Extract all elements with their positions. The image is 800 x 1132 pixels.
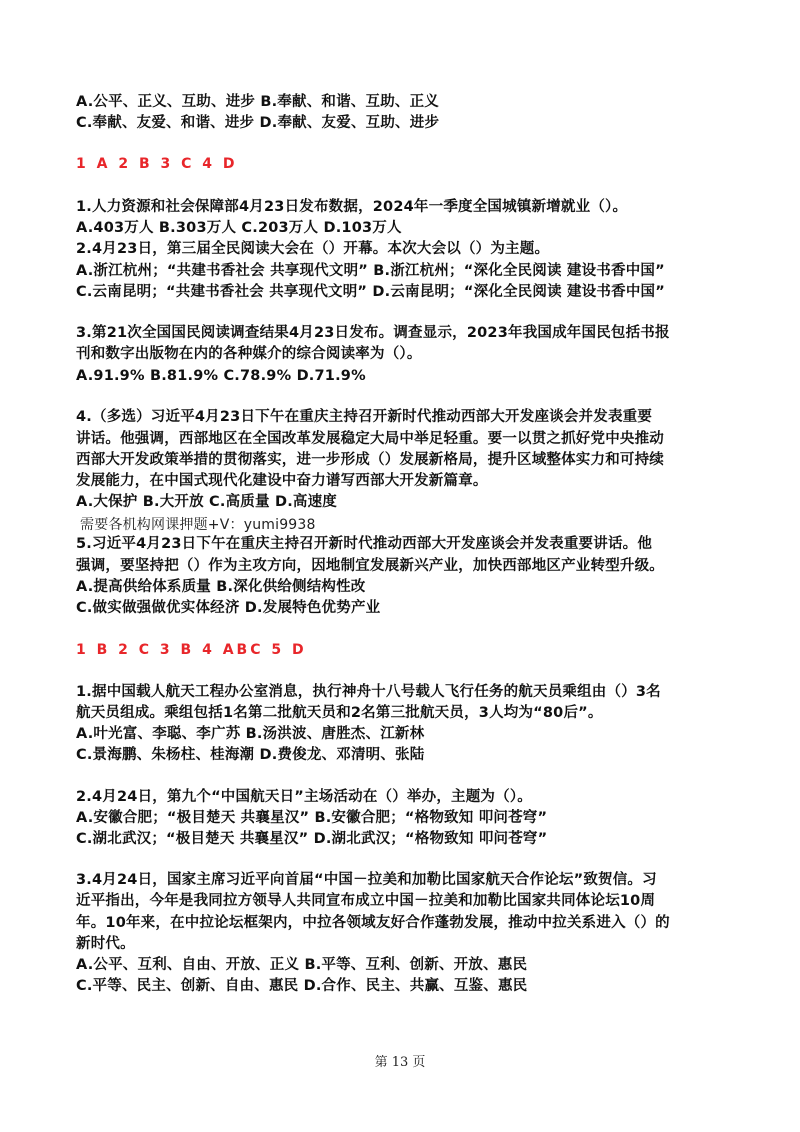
option-line: A.浙江杭州；“共建书香社会 共享现代文明” B.浙江杭州；“深化全民阅读 建设书香中国” <box>76 263 665 279</box>
option-line: C.做实做强做优实体经济 D.发展特色优势产业 <box>76 600 381 616</box>
watermark-text: 需要各机构网课押题+V：yumi9938 <box>80 517 316 533</box>
question-text: 2.4月24日，第九个“中国航天日”主场活动在（）举办，主题为（）。 <box>76 789 532 805</box>
question-text: 1.据中国载人航天工程办公室消息，执行神舟十八号载人飞行任务的航天员乘组由（）3名 <box>76 684 661 700</box>
question-text: 西部大开发政策举措的贯彻落实，进一步形成（）发展新格局，提升区域整体实力和可持续 <box>76 452 664 468</box>
question-text: 近平指出，今年是我同拉方领导人共同宣布成立中国－拉美和加勒比国家共同体论坛10周 <box>76 893 656 909</box>
option-line: C.湖北武汉；“极目楚天 共襄星汉” D.湖北武汉；“格物致知 叩问苍穹” <box>76 831 548 847</box>
question-text: 3.第21次全国国民阅读调查结果4月23日发布。调查显示，2023年我国成年国民包括书报 <box>76 325 670 341</box>
option-line: A.提高供给体系质量 B.深化供给侧结构性改 <box>76 579 366 595</box>
option-line: C.云南昆明；“共建书香社会 共享现代文明” D.云南昆明；“深化全民阅读 建设书香中国” <box>76 284 665 300</box>
question-text: 发展能力，在中国式现代化建设中奋力谱写西部大开发新篇章。 <box>76 473 488 489</box>
option-line: C.景海鹏、朱杨柱、桂海潮 D.费俊龙、邓清明、张陆 <box>76 747 425 763</box>
question-text: 2.4月23日，第三届全民阅读大会在（）开幕。本次大会以（）为主题。 <box>76 241 550 257</box>
question-text: 讲话。他强调，西部地区在全国改革发展稳定大局中举足轻重。要一以贯之抓好党中央推动 <box>76 431 664 447</box>
question-text: 5.习近平4月23日下午在重庆主持召开新时代推动西部大开发座谈会并发表重要讲话。他 <box>76 536 653 552</box>
option-line: A.叶光富、李聪、李广苏 B.汤洪波、唐胜杰、江新林 <box>76 726 425 742</box>
question-text: 年。10年来，在中拉论坛框架内，中拉各领域友好合作蓬勃发展，推动中拉关系进入（）的 <box>76 915 670 931</box>
question-text: 新时代。 <box>76 936 135 952</box>
option-line: A.安徽合肥；“极目楚天 共襄星汉” B.安徽合肥；“格物致知 叩问苍穹” <box>76 810 548 826</box>
question-text: 强调，要坚持把（）作为主攻方向，因地制宜发展新兴产业，加快西部地区产业转型升级。 <box>76 558 664 574</box>
question-text: 3.4月24日，国家主席习近平向首届“中国－拉美和加勒比国家航天合作论坛”致贺信。习 <box>76 872 657 888</box>
option-line: A.91.9% B.81.9% C.78.9% D.71.9% <box>76 368 366 384</box>
option-line: A.403万人 B.303万人 C.203万人 D.103万人 <box>76 220 402 236</box>
option-line: C.奉献、友爱、和谐、进步 D.奉献、友爱、互助、进步 <box>76 115 440 131</box>
answer-key: 1 B 2 C 3 B 4 ABC 5 D <box>76 642 307 658</box>
option-line: C.平等、民主、创新、自由、惠民 D.合作、民主、共赢、互鉴、惠民 <box>76 978 528 994</box>
question-text: 1.人力资源和社会保障部4月23日发布数据，2024年一季度全国城镇新增就业（）。 <box>76 199 628 215</box>
question-text: 航天员组成。乘组包括1名第二批航天员和2名第三批航天员，3人均为“80后”。 <box>76 705 603 721</box>
answer-key: 1 A 2 B 3 C 4 D <box>76 156 238 172</box>
page-number: 第 13 页 <box>374 1055 426 1070</box>
question-text: 4.（多选）习近平4月23日下午在重庆主持召开新时代推动西部大开发座谈会并发表重要 <box>76 409 653 425</box>
option-line: A.大保护 B.大开放 C.高质量 D.高速度 <box>76 494 337 510</box>
option-line: A.公平、互利、自由、开放、正义 B.平等、互利、创新、开放、惠民 <box>76 957 528 973</box>
question-text: 刊和数字出版物在内的各种媒介的综合阅读率为（）。 <box>76 346 422 362</box>
option-line: A.公平、正义、互助、进步 B.奉献、和谐、互助、正义 <box>76 94 440 110</box>
